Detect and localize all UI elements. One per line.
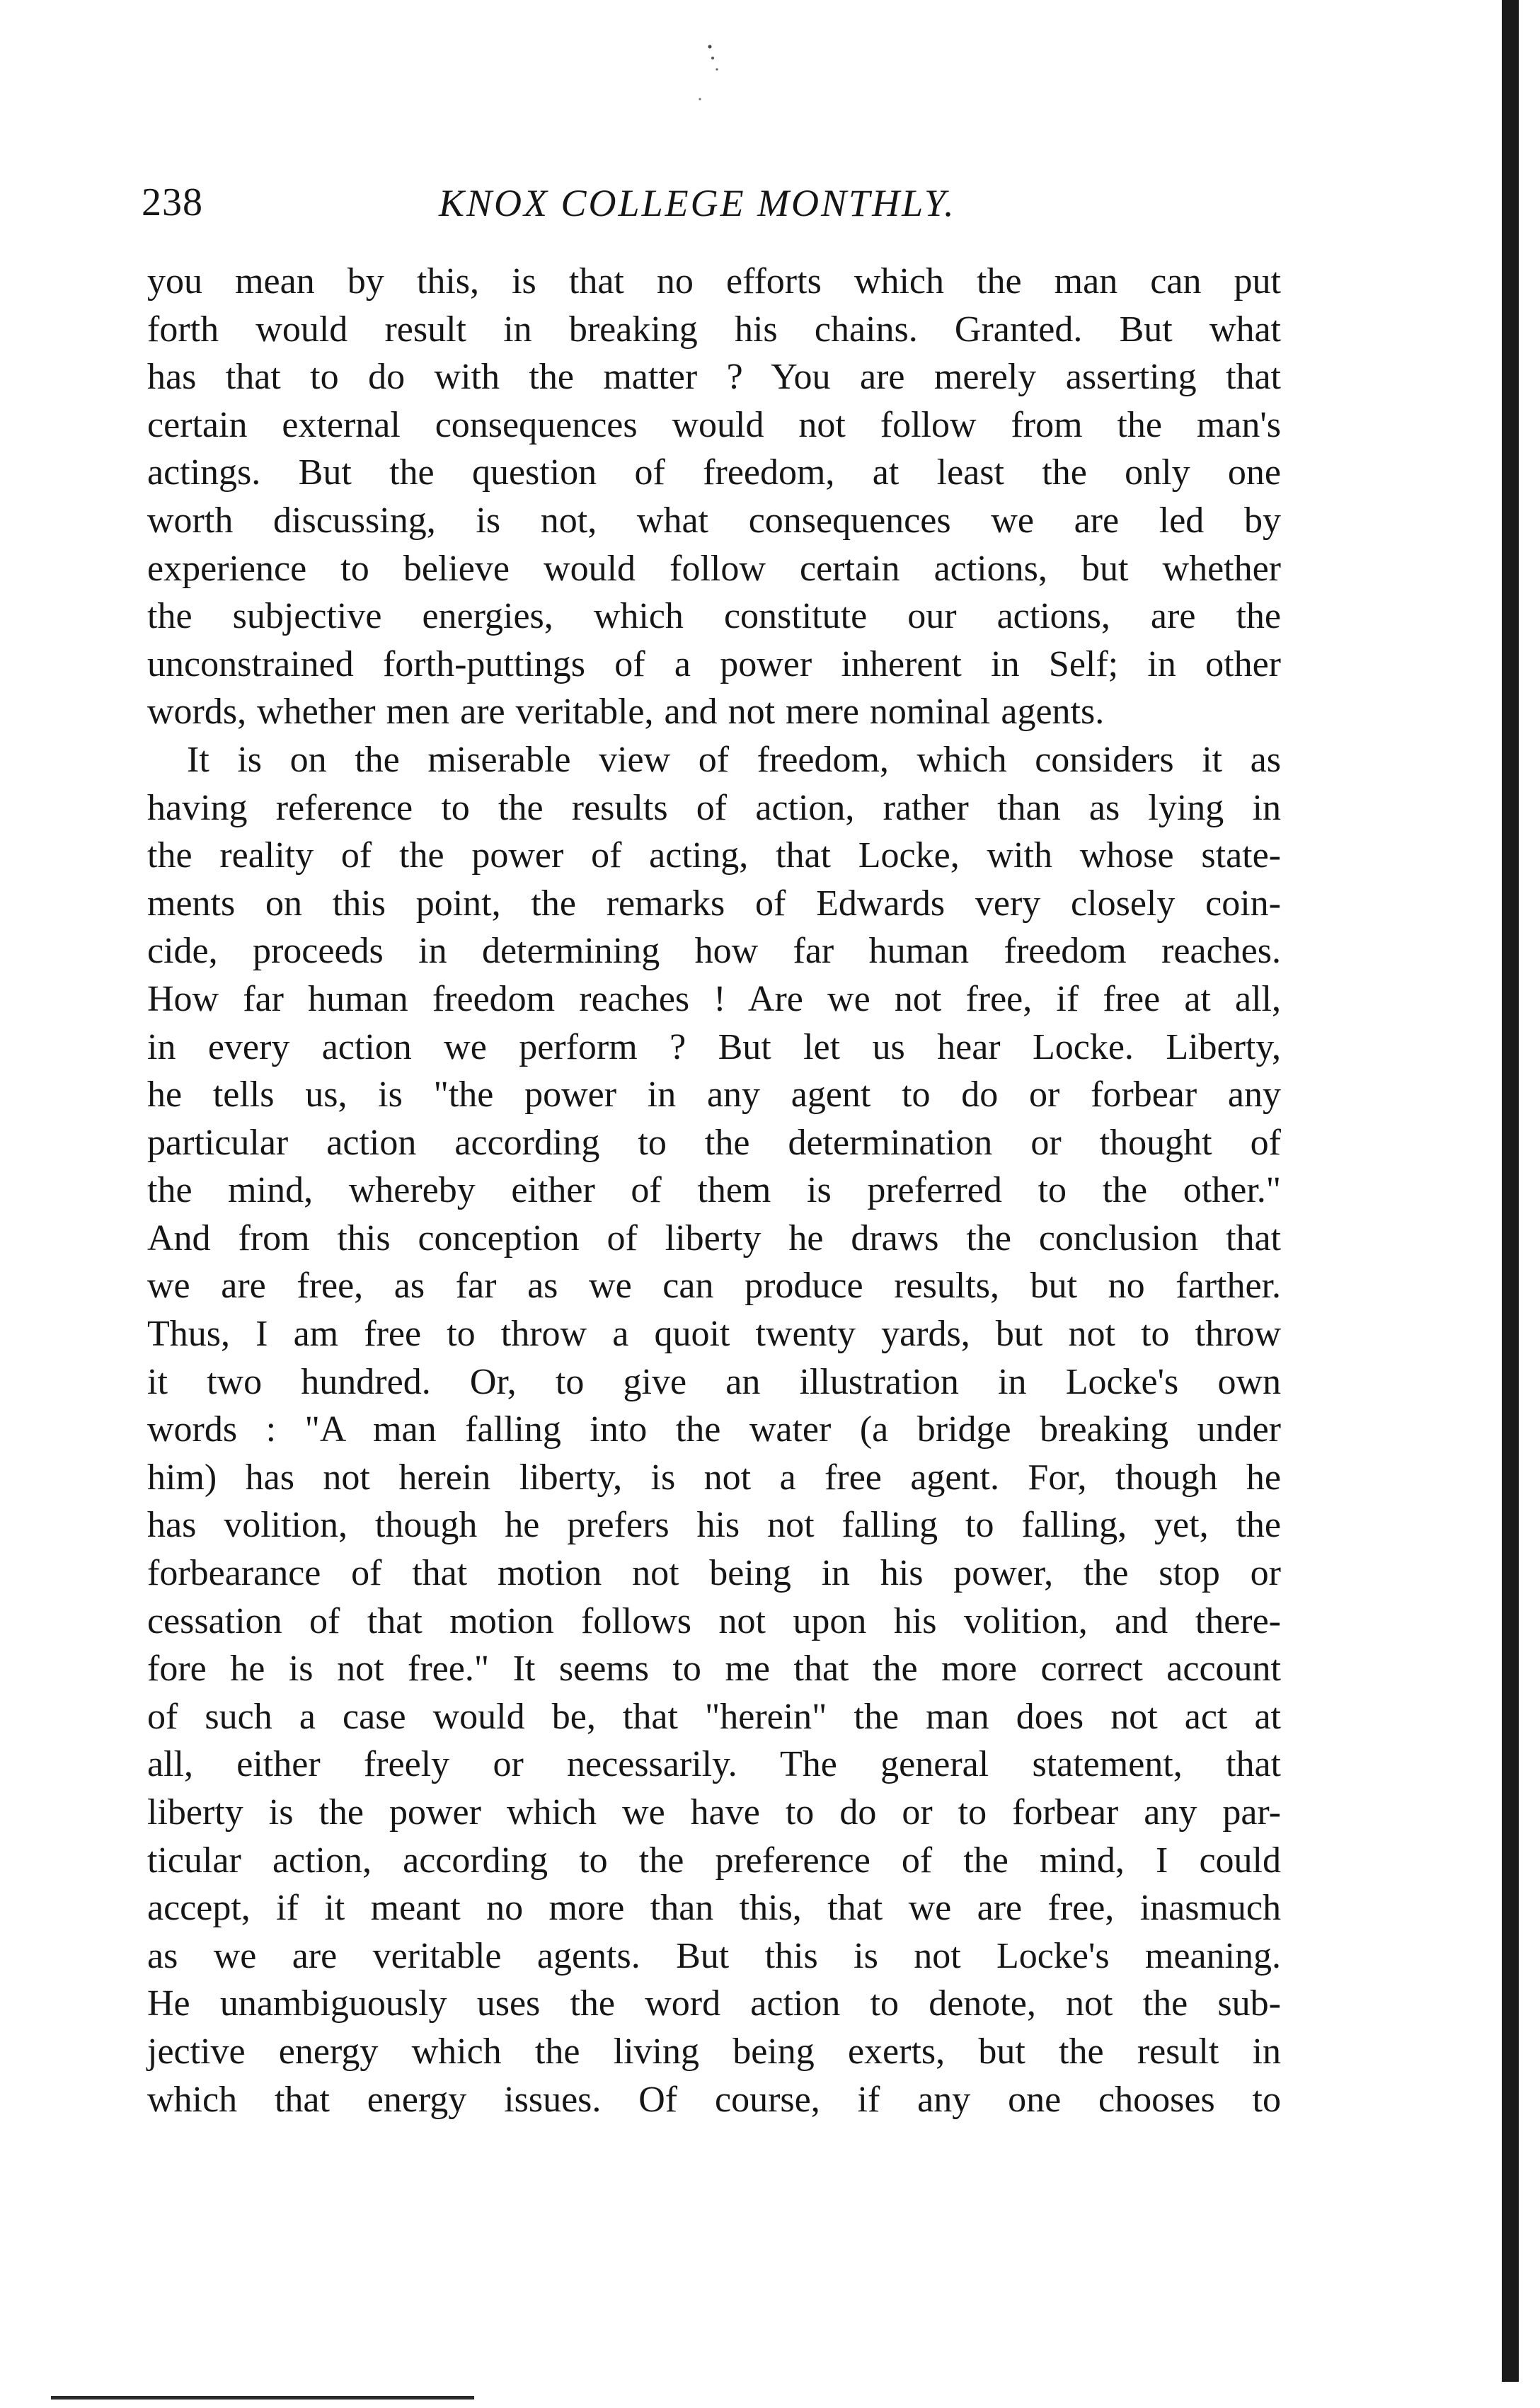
body-text <box>147 258 1281 2123</box>
text-line: fore he is not free." It seems to me that the more correct account <box>147 1649 1281 1690</box>
text-line: cessation of that motion follows not upon his volition, and there- <box>147 1600 1281 1641</box>
text-line: the reality of the power of acting, that Locke, with whose state- <box>147 835 1281 876</box>
running-head <box>0 176 1540 232</box>
text-line: liberty is the power which we have to do or to forbear any par- <box>147 1792 1281 1833</box>
text-line: cide, proceeds in determining how far human freedom reaches. <box>147 931 1281 972</box>
page-number: 238 <box>142 180 203 224</box>
text-line: forth would result in breaking his chains. Granted. But what <box>147 309 1281 350</box>
text-line: the mind, whereby either of them is preferred to the other." <box>147 1170 1281 1211</box>
text-line: having reference to the results of action, rather than as lying in <box>147 787 1281 828</box>
text-line: ticular action, according to the preference of the mind, I could <box>147 1840 1281 1881</box>
text-line: worth discussing, is not, what consequences we are led by <box>147 500 1281 541</box>
bottom-rule <box>51 2396 474 2400</box>
text-line: forbearance of that motion not being in his power, the stop or <box>147 1553 1281 1594</box>
text-line: jective energy which the living being exerts, but the result in <box>147 2031 1281 2072</box>
binding-edge <box>1502 0 1519 2382</box>
text-line: you mean by this, is that no efforts which the man can put <box>147 261 1281 302</box>
text-line: How far human freedom reaches ! Are we not free, if free at all, <box>147 978 1281 1019</box>
text-line: certain external consequences would not follow from the man's <box>147 404 1281 445</box>
text-line: it two hundred. Or, to give an illustration in Locke's own <box>147 1361 1281 1402</box>
text-line: accept, if it meant no more than this, that we are free, inasmuch <box>147 1888 1281 1929</box>
text-line: in every action we perform ? But let us hear Locke. Liberty, <box>147 1026 1281 1067</box>
text-line: him) has not herein liberty, is not a free agent. For, though he <box>147 1457 1281 1498</box>
text-line: unconstrained forth-puttings of a power inherent in Self; in other <box>147 643 1281 684</box>
text-line: experience to believe would follow certain actions, but whether <box>147 548 1281 589</box>
text-line: he tells us, is "the power in any agent to do or forbear any <box>147 1074 1281 1116</box>
text-line: Thus, I am free to throw a quoit twenty yards, but not to throw <box>147 1314 1281 1355</box>
text-line: we are free, as far as we can produce results, but no farther. <box>147 1266 1281 1307</box>
text-line: all, either freely or necessarily. The general statement, that <box>147 1744 1281 1785</box>
text-line: which that energy issues. Of course, if any one chooses to <box>147 2079 1281 2120</box>
text-line: has that to do with the matter ? You are merely asserting that <box>147 357 1281 398</box>
text-line: as we are veritable agents. But this is not Locke's meaning. <box>147 1935 1281 1976</box>
journal-title: KNOX COLLEGE MONTHLY. <box>439 182 956 224</box>
text-line: actings. But the question of freedom, at least the only one <box>147 452 1281 493</box>
text-line: ments on this point, the remarks of Edwards very closely coin- <box>147 883 1281 924</box>
text-line: has volition, though he prefers his not falling to falling, yet, the <box>147 1505 1281 1546</box>
text-line: words : "A man falling into the water (a bridge breaking under <box>147 1409 1281 1450</box>
paragraph-start-line: It is on the miserable view of freedom, which considers it as <box>187 739 1281 780</box>
ink-specks <box>697 41 725 112</box>
text-line: particular action according to the determination or thought of <box>147 1122 1281 1163</box>
text-line: words, whether men are veritable, and not mere nominal agents. <box>147 692 1105 733</box>
text-line: of such a case would be, that "herein" the man does not act at <box>147 1696 1281 1737</box>
text-line: And from this conception of liberty he draws the conclusion that <box>147 1217 1281 1259</box>
text-line: He unambiguously uses the word action to denote, not the sub- <box>147 1983 1281 2024</box>
text-line: the subjective energies, which constitute our actions, are the <box>147 596 1281 637</box>
